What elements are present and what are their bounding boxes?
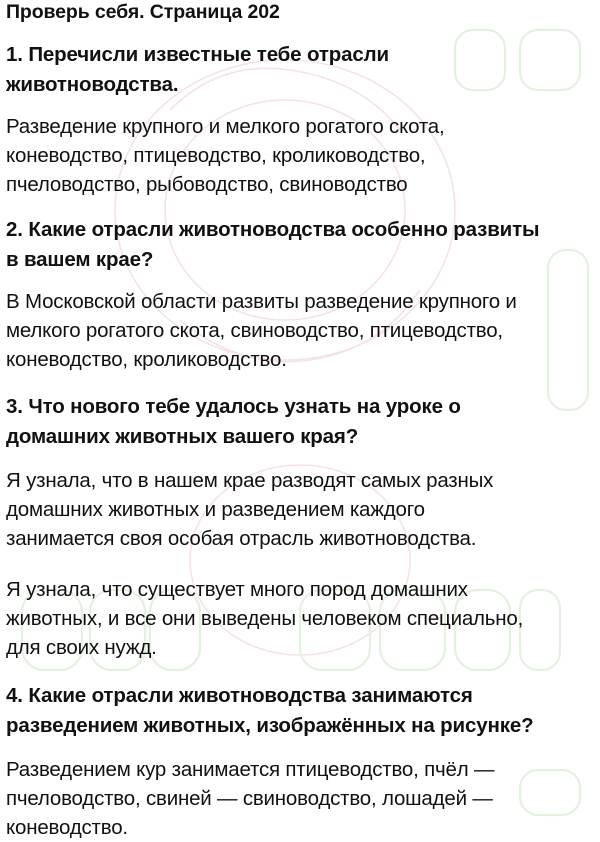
answer-line: пчеловодство, свиней — свиноводство, лошадей — — [6, 787, 493, 810]
answer-1 — [6, 112, 600, 199]
question-line: разведением животных, изображённых на рисунке? — [6, 714, 534, 737]
answer-line: домашних животных и разведением каждого — [6, 498, 425, 521]
answer-4 — [6, 755, 600, 842]
question-3 — [6, 392, 600, 452]
question-line: домашних животных вашего края? — [6, 425, 359, 448]
answer-line: В Московской области развиты разведение крупного и — [6, 290, 517, 313]
answer-line: коневодство. — [6, 816, 128, 839]
answer-3b — [6, 575, 600, 662]
question-2 — [6, 215, 600, 275]
question-line: 2. Какие отрасли животноводства особенно развиты — [6, 218, 540, 241]
answer-2 — [6, 287, 600, 374]
question-line: 4. Какие отрасли животноводства занимаются — [6, 684, 473, 707]
answer-line: коневодство, кролиководство. — [6, 348, 287, 371]
answer-line: пчеловодство, рыбоводство, свиноводство — [6, 173, 408, 196]
question-line: в вашем крае? — [6, 248, 154, 271]
question-1 — [6, 40, 600, 100]
answer-line: мелкого рогатого скота, свиноводство, птицеводство, — [6, 319, 503, 342]
page-title: Проверь себя. Страница 202 — [6, 1, 280, 23]
answer-line: Я узнала, что в нашем крае разводят самых разных — [6, 469, 494, 492]
question-line: животноводства. — [6, 73, 179, 96]
question-line: 3. Что нового тебе удалось узнать на уроке о — [6, 395, 461, 418]
question-line: 1. Перечисли известные тебе отрасли — [6, 43, 389, 66]
answer-3a — [6, 466, 600, 553]
answer-line: коневодство, птицеводство, кролиководство, — [6, 144, 426, 167]
answer-line: Я узнала, что существует много пород домашних — [6, 578, 468, 601]
answer-line: для своих нужд. — [6, 636, 157, 659]
question-4 — [6, 681, 600, 741]
answer-line: занимается своя особая отрасль животноводства. — [6, 527, 477, 550]
answer-line: Разведение крупного и мелкого рогатого скота, — [6, 115, 445, 138]
answer-line: животных, и все они выведены человеком специально, — [6, 607, 524, 630]
answer-line: Разведением кур занимается птицеводство, пчёл — — [6, 758, 495, 781]
